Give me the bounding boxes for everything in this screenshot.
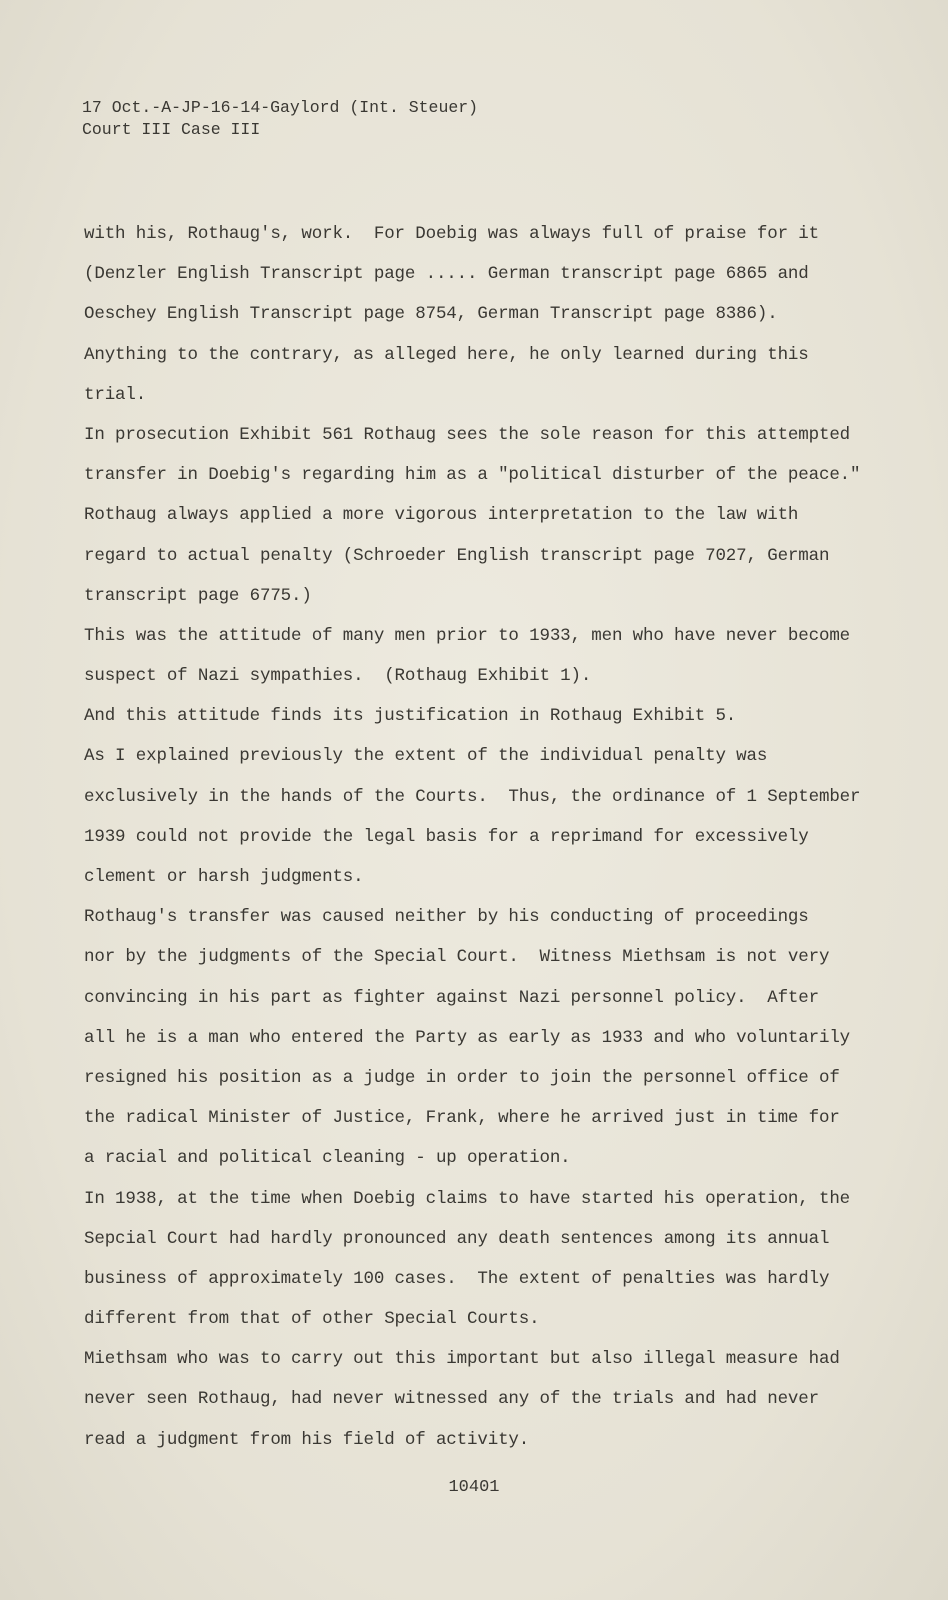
text-line: This was the attitude of many men prior to 1933, men who have never become (84, 625, 851, 646)
text-line: business of approximately 100 cases. The extent of penalties was hardly (84, 1268, 830, 1289)
text-line: And this attitude finds its justification in Rothaug Exhibit 5. (84, 706, 737, 727)
text-line: clement or harsh judgments. (84, 867, 364, 887)
text-line: Rothaug always applied a more vigorous interpretation to the law with (84, 505, 799, 526)
document-header (82, 97, 478, 141)
text-line: convincing in his part as fighter against Nazi personnel policy. After (84, 987, 819, 1008)
text-line: Sepcial Court had hardly pronounced any death sentences among its annual (84, 1228, 830, 1249)
text-line: exclusively in the hands of the Courts. Thus, the ordinance of 1 September (84, 786, 861, 807)
text-line: the radical Minister of Justice, Frank, where he arrived just in time for (84, 1108, 840, 1129)
text-line: In prosecution Exhibit 561 Rothaug sees the sole reason for this attempted (84, 424, 851, 445)
text-line: a racial and political cleaning - up operation. (84, 1148, 571, 1169)
page-number: 10401 (448, 1478, 500, 1497)
header-court-line: Court III Case III (82, 120, 261, 139)
text-line: As I explained previously the extent of the individual penalty was (84, 746, 768, 767)
text-line: never seen Rothaug, had never witnessed any of the trials and had never (84, 1389, 819, 1410)
text-line: resigned his position as a judge in order to join the personnel office of (84, 1067, 840, 1088)
text-line: Oeschey English Transcript page 8754, German Transcript page 8386). (84, 304, 778, 325)
header-reference-line: 17 Oct.-A-JP-16-14-Gaylord (Int. Steuer) (82, 98, 479, 117)
document-body (84, 214, 884, 1460)
text-line: transcript page 6775.) (84, 585, 312, 606)
text-line: Rothaug's transfer was caused neither by his conducting of proceedings (84, 907, 809, 928)
text-line: suspect of Nazi sympathies. (Rothaug Exhibit 1). (84, 666, 592, 687)
text-line: regard to actual penalty (Schroeder English transcript page 7027, German (84, 545, 830, 566)
text-line: Anything to the contrary, as alleged here, he only learned during this (84, 344, 809, 365)
text-line: (Denzler English Transcript page ..... German transcript page 6865 and (84, 264, 809, 285)
text-line: all he is a man who entered the Party as early as 1933 and who voluntarily (84, 1027, 851, 1048)
text-line: Miethsam who was to carry out this important but also illegal measure had (84, 1349, 840, 1370)
text-line: trial. (84, 384, 147, 405)
text-line: different from that of other Special Courts. (84, 1309, 540, 1330)
text-line: with his, Rothaug's, work. For Doebig was always full of praise for it (84, 224, 819, 244)
text-line: 1939 could not provide the legal basis for a reprimand for excessively (84, 826, 809, 847)
text-line: nor by the judgments of the Special Court. Witness Miethsam is not very (84, 947, 830, 968)
text-line: transfer in Doebig's regarding him as a "political disturber of the peace." (84, 465, 861, 486)
text-line: read a judgment from his field of activity. (84, 1429, 530, 1450)
text-line: In 1938, at the time when Doebig claims to have started his operation, the (84, 1188, 851, 1209)
